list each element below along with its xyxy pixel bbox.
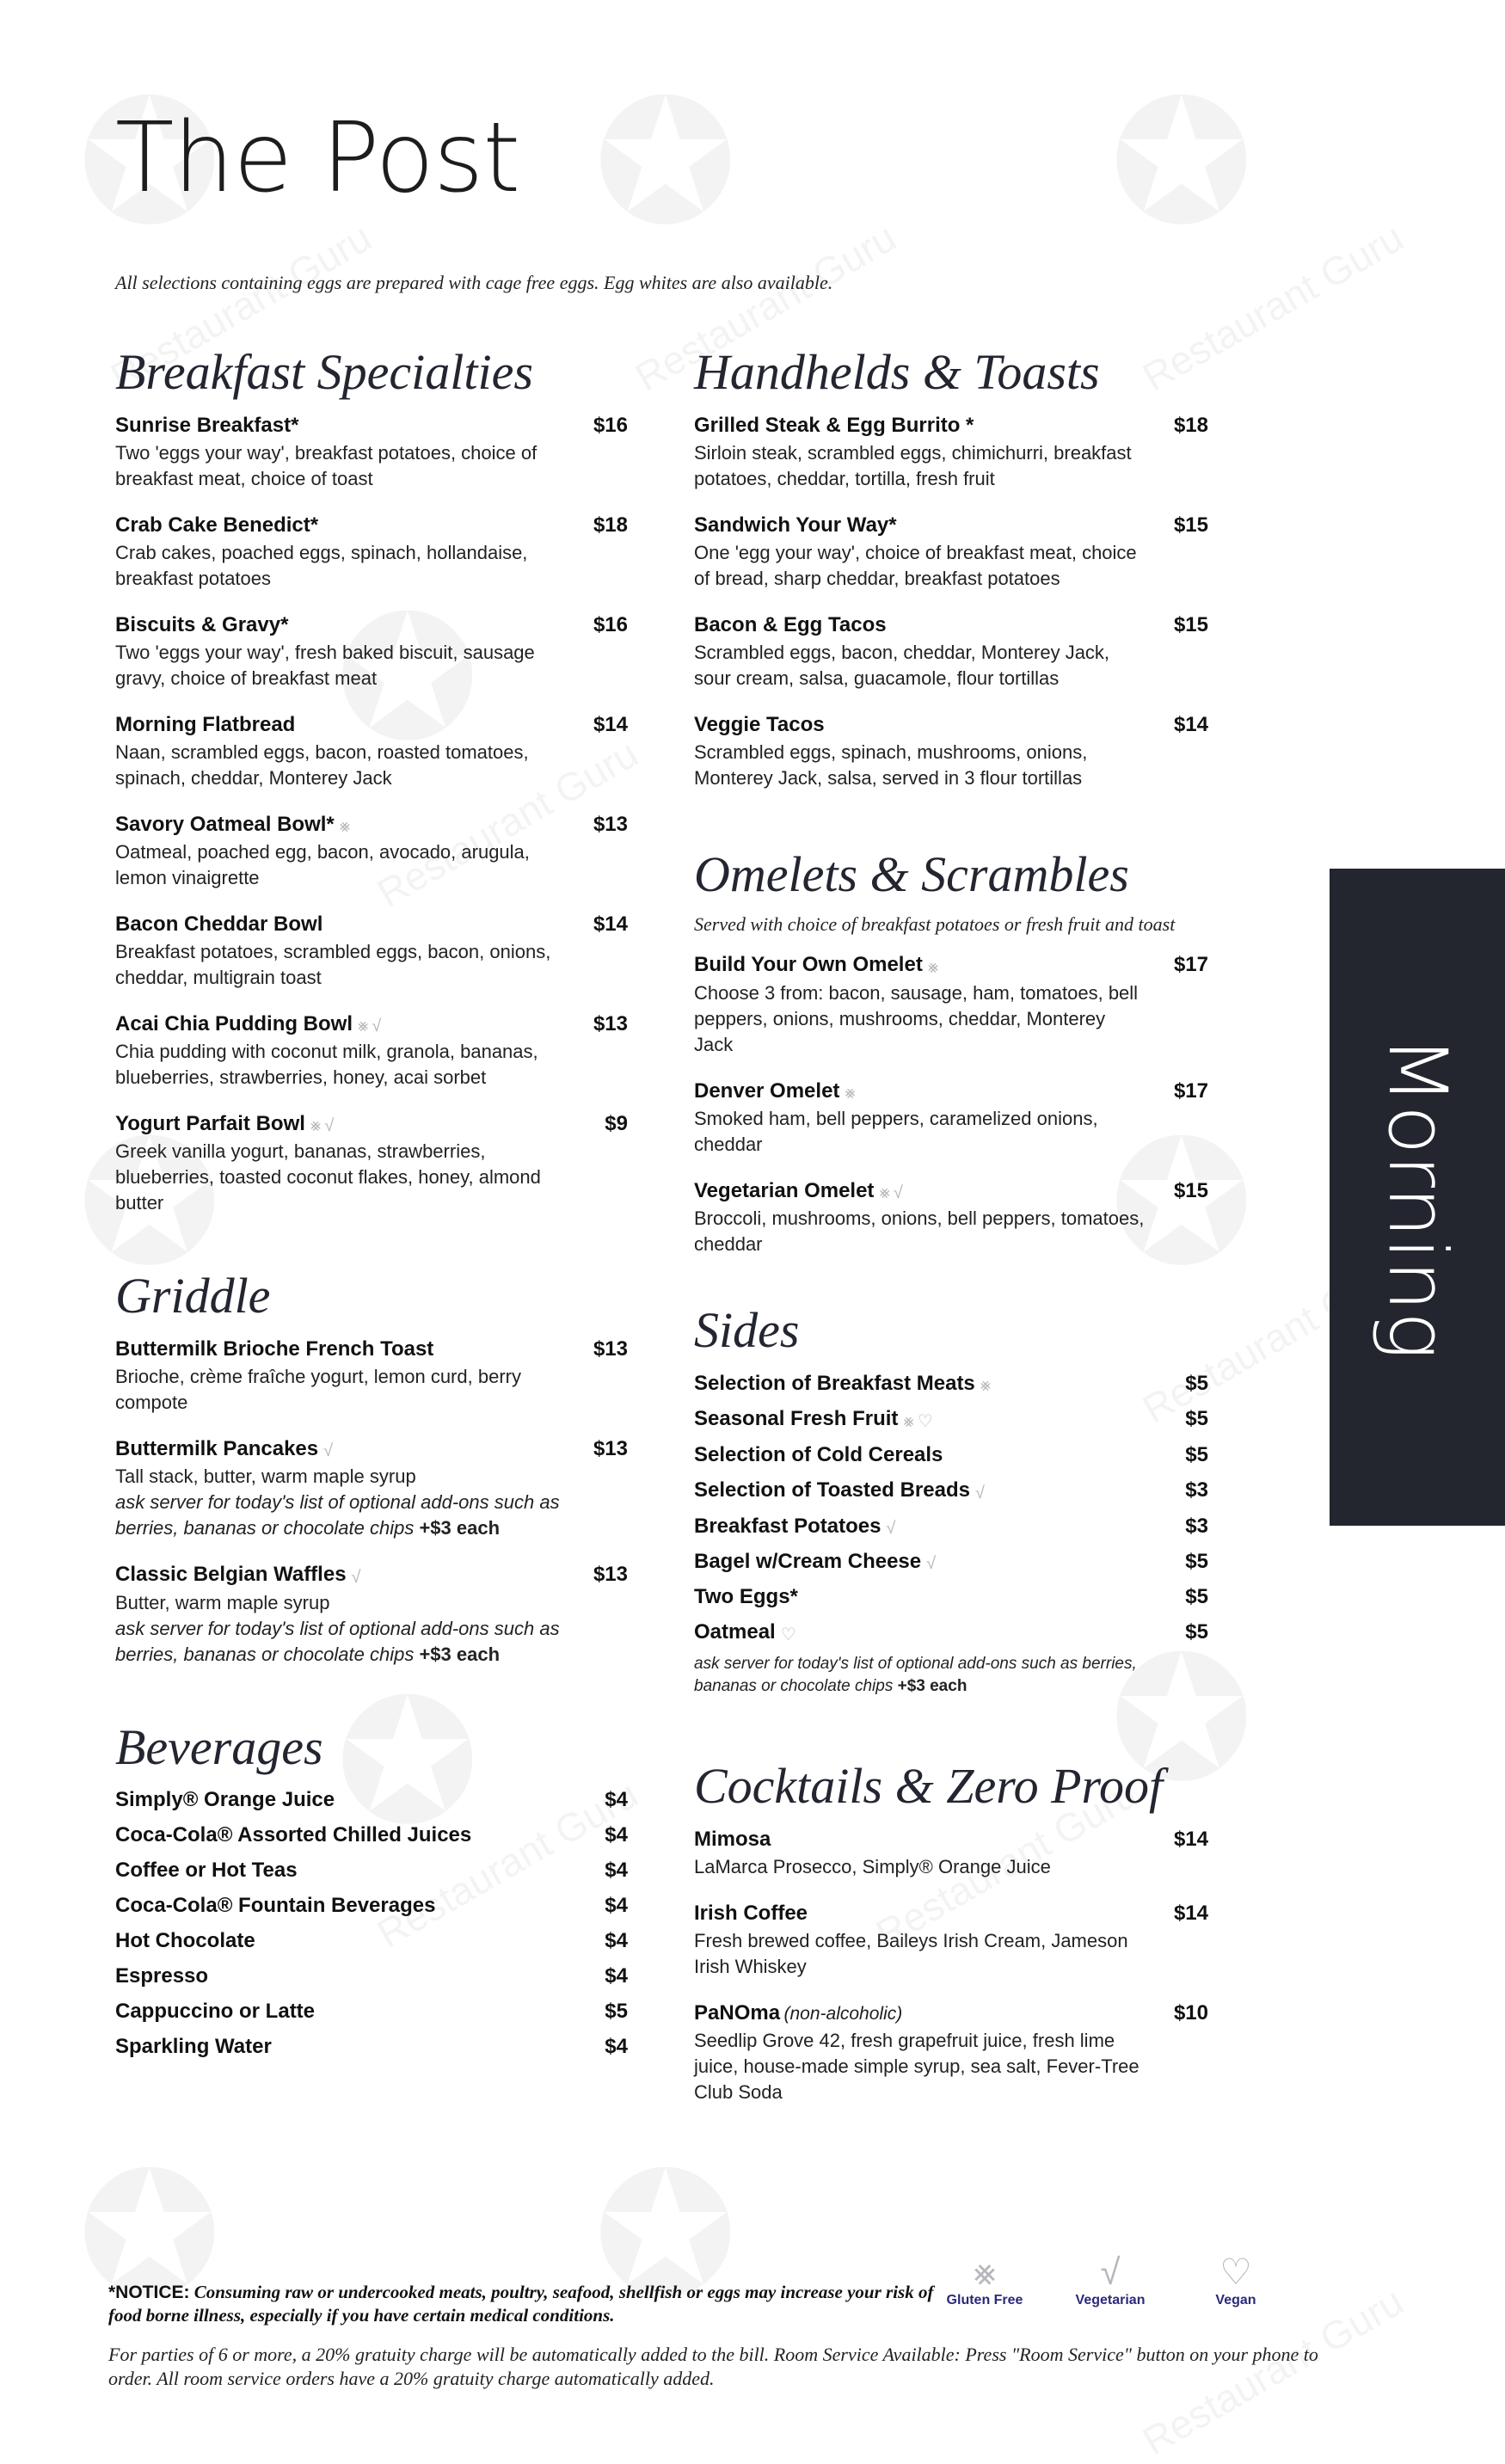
item-name: Coffee or Hot Teas [115, 1859, 298, 1883]
item-name: Selection of Breakfast Meats [694, 1371, 975, 1395]
item-price: $4 [605, 1929, 628, 1953]
dietary-legend [937, 2252, 1283, 2308]
dietary-icons [781, 1624, 800, 1645]
item-price: $14 [1173, 1902, 1208, 1926]
morning-side-tab [1330, 869, 1505, 1526]
item-price: $15 [1173, 513, 1208, 537]
item-price: $17 [1173, 953, 1208, 977]
item-name: Seasonal Fresh Fruit [694, 1407, 899, 1431]
menu-item [694, 513, 1208, 592]
menu-item [115, 813, 628, 891]
legend-label: Vegan [1215, 2293, 1256, 2307]
item-price: $5 [1185, 1549, 1208, 1573]
item-name: Vegetarian Omelet [694, 1178, 875, 1202]
menu-item [115, 1563, 628, 1667]
item-price: $13 [593, 1437, 628, 1461]
item-price: $16 [593, 413, 628, 437]
addon-price: +$3 each [897, 1677, 968, 1696]
menu-item [694, 613, 1208, 691]
item-description: Oatmeal, poached egg, bacon, avocado, arugula, lemon vinaigrette [115, 840, 530, 888]
menu-item [694, 1902, 1208, 1980]
menu-item [115, 414, 628, 492]
menu-item [694, 713, 1208, 791]
item-description: Broccoli, mushrooms, onions, bell peppers, tomatoes, cheddar [694, 1207, 1145, 1256]
legend-vegetarian [1063, 2252, 1158, 2308]
item-name: Oatmeal [694, 1620, 776, 1644]
menu-item [115, 1337, 628, 1416]
menu-item [115, 912, 628, 991]
item-price: $4 [605, 1823, 628, 1847]
menu-item [115, 1012, 628, 1091]
item-price: $4 [605, 1788, 628, 1812]
item-name: Simply® Orange Juice [115, 1788, 335, 1812]
item-name: Denver Omelet [694, 1078, 840, 1103]
menu-item [115, 513, 628, 592]
item-name: Buttermilk Pancakes [115, 1437, 319, 1461]
item-description: Greek vanilla yogurt, bananas, strawberries, blueberries, toasted coconut flakes, honey, almond butter [115, 1140, 541, 1214]
item-description: LaMarca Prosecco, Simply® Orange Juice [694, 1856, 1051, 1878]
vegetarian-icon: √ [324, 1116, 335, 1136]
dietary-icons [358, 1017, 384, 1036]
item-description: Naan, scrambled eggs, bacon, roasted tomatoes, spinach, cheddar, Monterey Jack [115, 740, 529, 789]
gluten-free-icon: ⨳ [927, 957, 939, 977]
dietary-icons [340, 817, 353, 837]
vegetarian-icon: √ [926, 1554, 937, 1574]
item-price: $14 [1173, 712, 1208, 736]
vegetarian-icon: √ [372, 1017, 382, 1036]
item-name: Sandwich Your Way* [694, 513, 897, 537]
item-price: $3 [1185, 1478, 1208, 1502]
menu-item [115, 1929, 628, 1953]
menu-item [115, 2035, 628, 2059]
item-name: Cappuccino or Latte [115, 2000, 316, 2024]
item-price: $9 [605, 1112, 628, 1136]
dietary-icons [975, 1484, 988, 1503]
item-name: Coca-Cola® Assorted Chilled Juices [115, 1823, 472, 1847]
notice-text: Consuming raw or undercooked meats, poultry, seafood, shellfish or eggs may increase your risk of food borne illness, especially if you have certain medical conditions. [108, 2282, 934, 2326]
item-price: $15 [1173, 1178, 1208, 1202]
item-price: $5 [605, 2000, 628, 2024]
legend-label: Gluten Free [946, 2293, 1023, 2307]
menu-item [694, 414, 1208, 492]
footer-note: For parties of 6 or more, a 20% gratuity charge will be automatically added to the bill. Room Service Available: Press "Room Service" button on your phone to order. All room service orders have a 20% gratuity charge automatically added. [108, 2344, 1318, 2389]
menu-item [115, 2000, 628, 2024]
menu-item [694, 1515, 1208, 1539]
item-description: Scrambled eggs, bacon, cheddar, Monterey Jack, sour cream, salsa, guacamole, flour tortillas [694, 641, 1110, 689]
item-name: Yogurt Parfait Bowl [115, 1112, 305, 1136]
addon-note: ask server for today's list of optional add-ons such as berries, bananas or chocolate chips +$3 each [115, 1617, 560, 1665]
item-name: Classic Belgian Waffles [115, 1563, 347, 1587]
item-name: Savory Oatmeal Bowl* [115, 812, 335, 836]
item-description: Choose 3 from: bacon, sausage, ham, tomatoes, bell peppers, onions, mushrooms, cheddar, Monterey Jack [694, 981, 1139, 1055]
section-title: Omelets & Scrambles [694, 845, 1129, 902]
restaurant-title: The Post [115, 102, 520, 214]
menu-item [694, 1372, 1208, 1396]
item-price: $4 [605, 1859, 628, 1883]
dietary-icons [928, 958, 942, 978]
item-name: PaNOma [694, 2001, 781, 2025]
item-name: Coca-Cola® Fountain Beverages [115, 1894, 436, 1918]
legend-label: Vegetarian [1075, 2293, 1146, 2307]
item-price: $13 [593, 812, 628, 836]
section-title: Sides [694, 1302, 800, 1359]
item-price: $16 [593, 612, 628, 636]
vegetarian-icon: √ [974, 1483, 985, 1502]
vegan-icon: ♡ [1219, 2252, 1252, 2292]
vegetarian-icon: √ [351, 1567, 361, 1587]
vegetarian-icon: √ [323, 1441, 334, 1461]
menu-item [115, 613, 628, 691]
dietary-icons [310, 1116, 337, 1136]
item-name: Sunrise Breakfast* [115, 413, 299, 437]
watermark-logo-icon [593, 77, 738, 249]
section-omelets [694, 846, 1208, 1257]
legend-gluten-free [937, 2252, 1032, 2308]
item-description: Smoked ham, bell peppers, caramelized onions, cheddar [694, 1107, 1098, 1155]
section-breakfast-specialties [115, 344, 628, 1216]
gluten-free-icon: ⨳ [310, 1116, 322, 1136]
item-name: Morning Flatbread [115, 712, 296, 736]
section-title: Griddle [115, 1268, 271, 1324]
item-name: Build Your Own Omelet [694, 953, 923, 977]
item-description: Tall stack, butter, warm maple syrup [115, 1465, 416, 1488]
item-price: $18 [1173, 413, 1208, 437]
item-price: $14 [1173, 1828, 1208, 1852]
menu-item [694, 1407, 1208, 1432]
item-name: Grilled Steak & Egg Burrito * [694, 413, 974, 437]
item-price: $13 [593, 1011, 628, 1035]
health-notice [108, 2281, 934, 2327]
menu-item [694, 1828, 1208, 1880]
legend-vegan [1189, 2252, 1283, 2308]
gluten-free-icon: ⨳ [973, 2252, 997, 2292]
item-description: Butter, warm maple syrup [115, 1591, 330, 1613]
item-price: $4 [605, 1894, 628, 1918]
item-price: $13 [593, 1337, 628, 1361]
item-price: $14 [593, 712, 628, 736]
item-name: Bacon Cheddar Bowl [115, 912, 323, 936]
addon-price: +$3 each [419, 1643, 501, 1665]
item-name: Espresso [115, 1964, 209, 1988]
item-name: Bagel w/Cream Cheese [694, 1549, 922, 1573]
item-price: $14 [593, 912, 628, 936]
menu-item [115, 713, 628, 791]
item-price: $5 [1185, 1371, 1208, 1395]
item-name: Breakfast Potatoes [694, 1514, 882, 1538]
intro-note: All selections containing eggs are prepared with cage free eggs. Egg whites are also available. [115, 272, 833, 293]
section-cocktails [694, 1758, 1208, 2105]
item-description: Sirloin steak, scrambled eggs, chimichurri, breakfast potatoes, cheddar, tortilla, fresh fruit [694, 441, 1132, 489]
addon-price: +$3 each [419, 1517, 501, 1539]
menu-item [694, 1585, 1208, 1609]
sides-addon-note: ask server for today's list of optional add-ons such as berries, bananas or chocolate chips +$3 each [694, 1655, 1137, 1696]
item-name: Acai Chia Pudding Bowl [115, 1011, 353, 1035]
item-name: Mimosa [694, 1828, 771, 1852]
dietary-icons [926, 1554, 939, 1574]
menu-item [694, 1179, 1208, 1257]
menu-item [115, 1859, 628, 1883]
item-name: Crab Cake Benedict* [115, 513, 319, 537]
item-name: Biscuits & Gravy* [115, 612, 289, 636]
vegetarian-icon: √ [1100, 2252, 1121, 2292]
dietary-icons [886, 1519, 899, 1539]
item-price: $5 [1185, 1585, 1208, 1609]
menu-item [694, 1443, 1208, 1467]
item-name: Two Eggs* [694, 1585, 798, 1609]
section-title: Cocktails & Zero Proof [694, 1758, 1164, 1815]
gluten-free-icon: ⨳ [879, 1183, 890, 1203]
menu-item [115, 1112, 628, 1216]
item-price: $17 [1173, 1078, 1208, 1103]
item-description: Breakfast potatoes, scrambled eggs, bacon, onions, cheddar, multigrain toast [115, 940, 551, 988]
section-sides [694, 1302, 1208, 1698]
item-price: $18 [593, 513, 628, 537]
item-description: Fresh brewed coffee, Baileys Irish Cream, Jameson Irish Whiskey [694, 1930, 1128, 1978]
item-description: Crab cakes, poached eggs, spinach, hollandaise, breakfast potatoes [115, 541, 528, 589]
vegan-icon: ♡ [780, 1625, 796, 1645]
menu-item [694, 953, 1208, 1057]
menu-item [115, 1437, 628, 1541]
item-description: Two 'eggs your way', breakfast potatoes, choice of breakfast meat, choice of toast [115, 441, 538, 489]
gluten-free-icon: ⨳ [903, 1412, 914, 1432]
item-price: $5 [1185, 1407, 1208, 1431]
gluten-free-icon: ⨳ [845, 1083, 856, 1103]
addon-note: ask server for today's list of optional add-ons such as berries, bananas or chocolate chips +$3 each [115, 1491, 560, 1539]
menu-item [115, 1788, 628, 1812]
dietary-icons [879, 1183, 906, 1203]
menu-item [694, 1478, 1208, 1502]
side-tab-label: Morning [1370, 1035, 1465, 1360]
item-name: Veggie Tacos [694, 712, 825, 736]
item-price: $4 [605, 1964, 628, 1988]
gluten-free-icon: ⨳ [980, 1376, 992, 1396]
menu-item [694, 1550, 1208, 1574]
menu-item [115, 1823, 628, 1847]
item-description: One 'egg your way', choice of breakfast meat, choice of bread, sharp cheddar, breakfast potatoes [694, 541, 1137, 589]
dietary-icons [352, 1568, 365, 1588]
vegetarian-icon: √ [886, 1518, 896, 1538]
section-griddle [115, 1268, 628, 1667]
vegan-icon: ♡ [917, 1412, 933, 1432]
item-description: Scrambled eggs, spinach, mushrooms, onions, Monterey Jack, salsa, served in 3 flour tortillas [694, 740, 1088, 789]
dietary-icons [323, 1441, 336, 1461]
item-price: $5 [1185, 1620, 1208, 1644]
item-name: Selection of Cold Cereals [694, 1443, 943, 1467]
menu-item [694, 1620, 1208, 1645]
item-price: $4 [605, 2035, 628, 2059]
dietary-icons [845, 1084, 858, 1103]
notice-label: *NOTICE: [108, 2283, 190, 2302]
dietary-icons [980, 1376, 994, 1396]
item-name: Sparkling Water [115, 2035, 272, 2059]
menu-item [694, 1079, 1208, 1158]
menu-item [115, 1894, 628, 1918]
item-description: Seedlip Grove 42, fresh grapefruit juice, fresh lime juice, house-made simple syrup, sea salt, Fever-Tree Club Soda [694, 2030, 1140, 2104]
section-note: Served with choice of breakfast potatoes or fresh fruit and toast [694, 913, 1176, 936]
section-title: Handhelds & Toasts [694, 344, 1100, 400]
item-price: $13 [593, 1563, 628, 1587]
item-price: $5 [1185, 1443, 1208, 1467]
item-name: Bacon & Egg Tacos [694, 612, 887, 636]
right-column [694, 344, 1208, 2127]
section-handhelds [694, 344, 1208, 791]
dietary-icons [903, 1410, 936, 1432]
item-name: Hot Chocolate [115, 1929, 255, 1953]
menu-item [694, 2001, 1208, 2105]
gluten-free-icon: ⨳ [339, 816, 351, 836]
watermark-logo-icon [1109, 77, 1254, 249]
item-subtitle: (non-alcoholic) [783, 2004, 903, 2025]
item-name: Selection of Toasted Breads [694, 1478, 970, 1502]
item-description: Two 'eggs your way', fresh baked biscuit, sausage gravy, choice of breakfast meat [115, 641, 535, 689]
section-beverages [115, 1719, 628, 2060]
left-column [115, 344, 628, 2070]
menu-item [115, 1964, 628, 1988]
item-description: Chia pudding with coconut milk, granola, bananas, blueberries, strawberries, honey, acai sorbet [115, 1041, 538, 1089]
gluten-free-icon: ⨳ [358, 1017, 369, 1036]
section-title: Beverages [115, 1718, 323, 1775]
item-price: $10 [1173, 2001, 1208, 2025]
item-name: Irish Coffee [694, 1902, 808, 1926]
item-description: Brioche, crème fraîche yogurt, lemon curd, berry compote [115, 1366, 521, 1414]
vegetarian-icon: √ [893, 1183, 903, 1203]
section-title: Breakfast Specialties [115, 344, 533, 400]
item-price: $3 [1185, 1514, 1208, 1538]
item-price: $15 [1173, 612, 1208, 636]
item-name: Buttermilk Brioche French Toast [115, 1337, 434, 1361]
